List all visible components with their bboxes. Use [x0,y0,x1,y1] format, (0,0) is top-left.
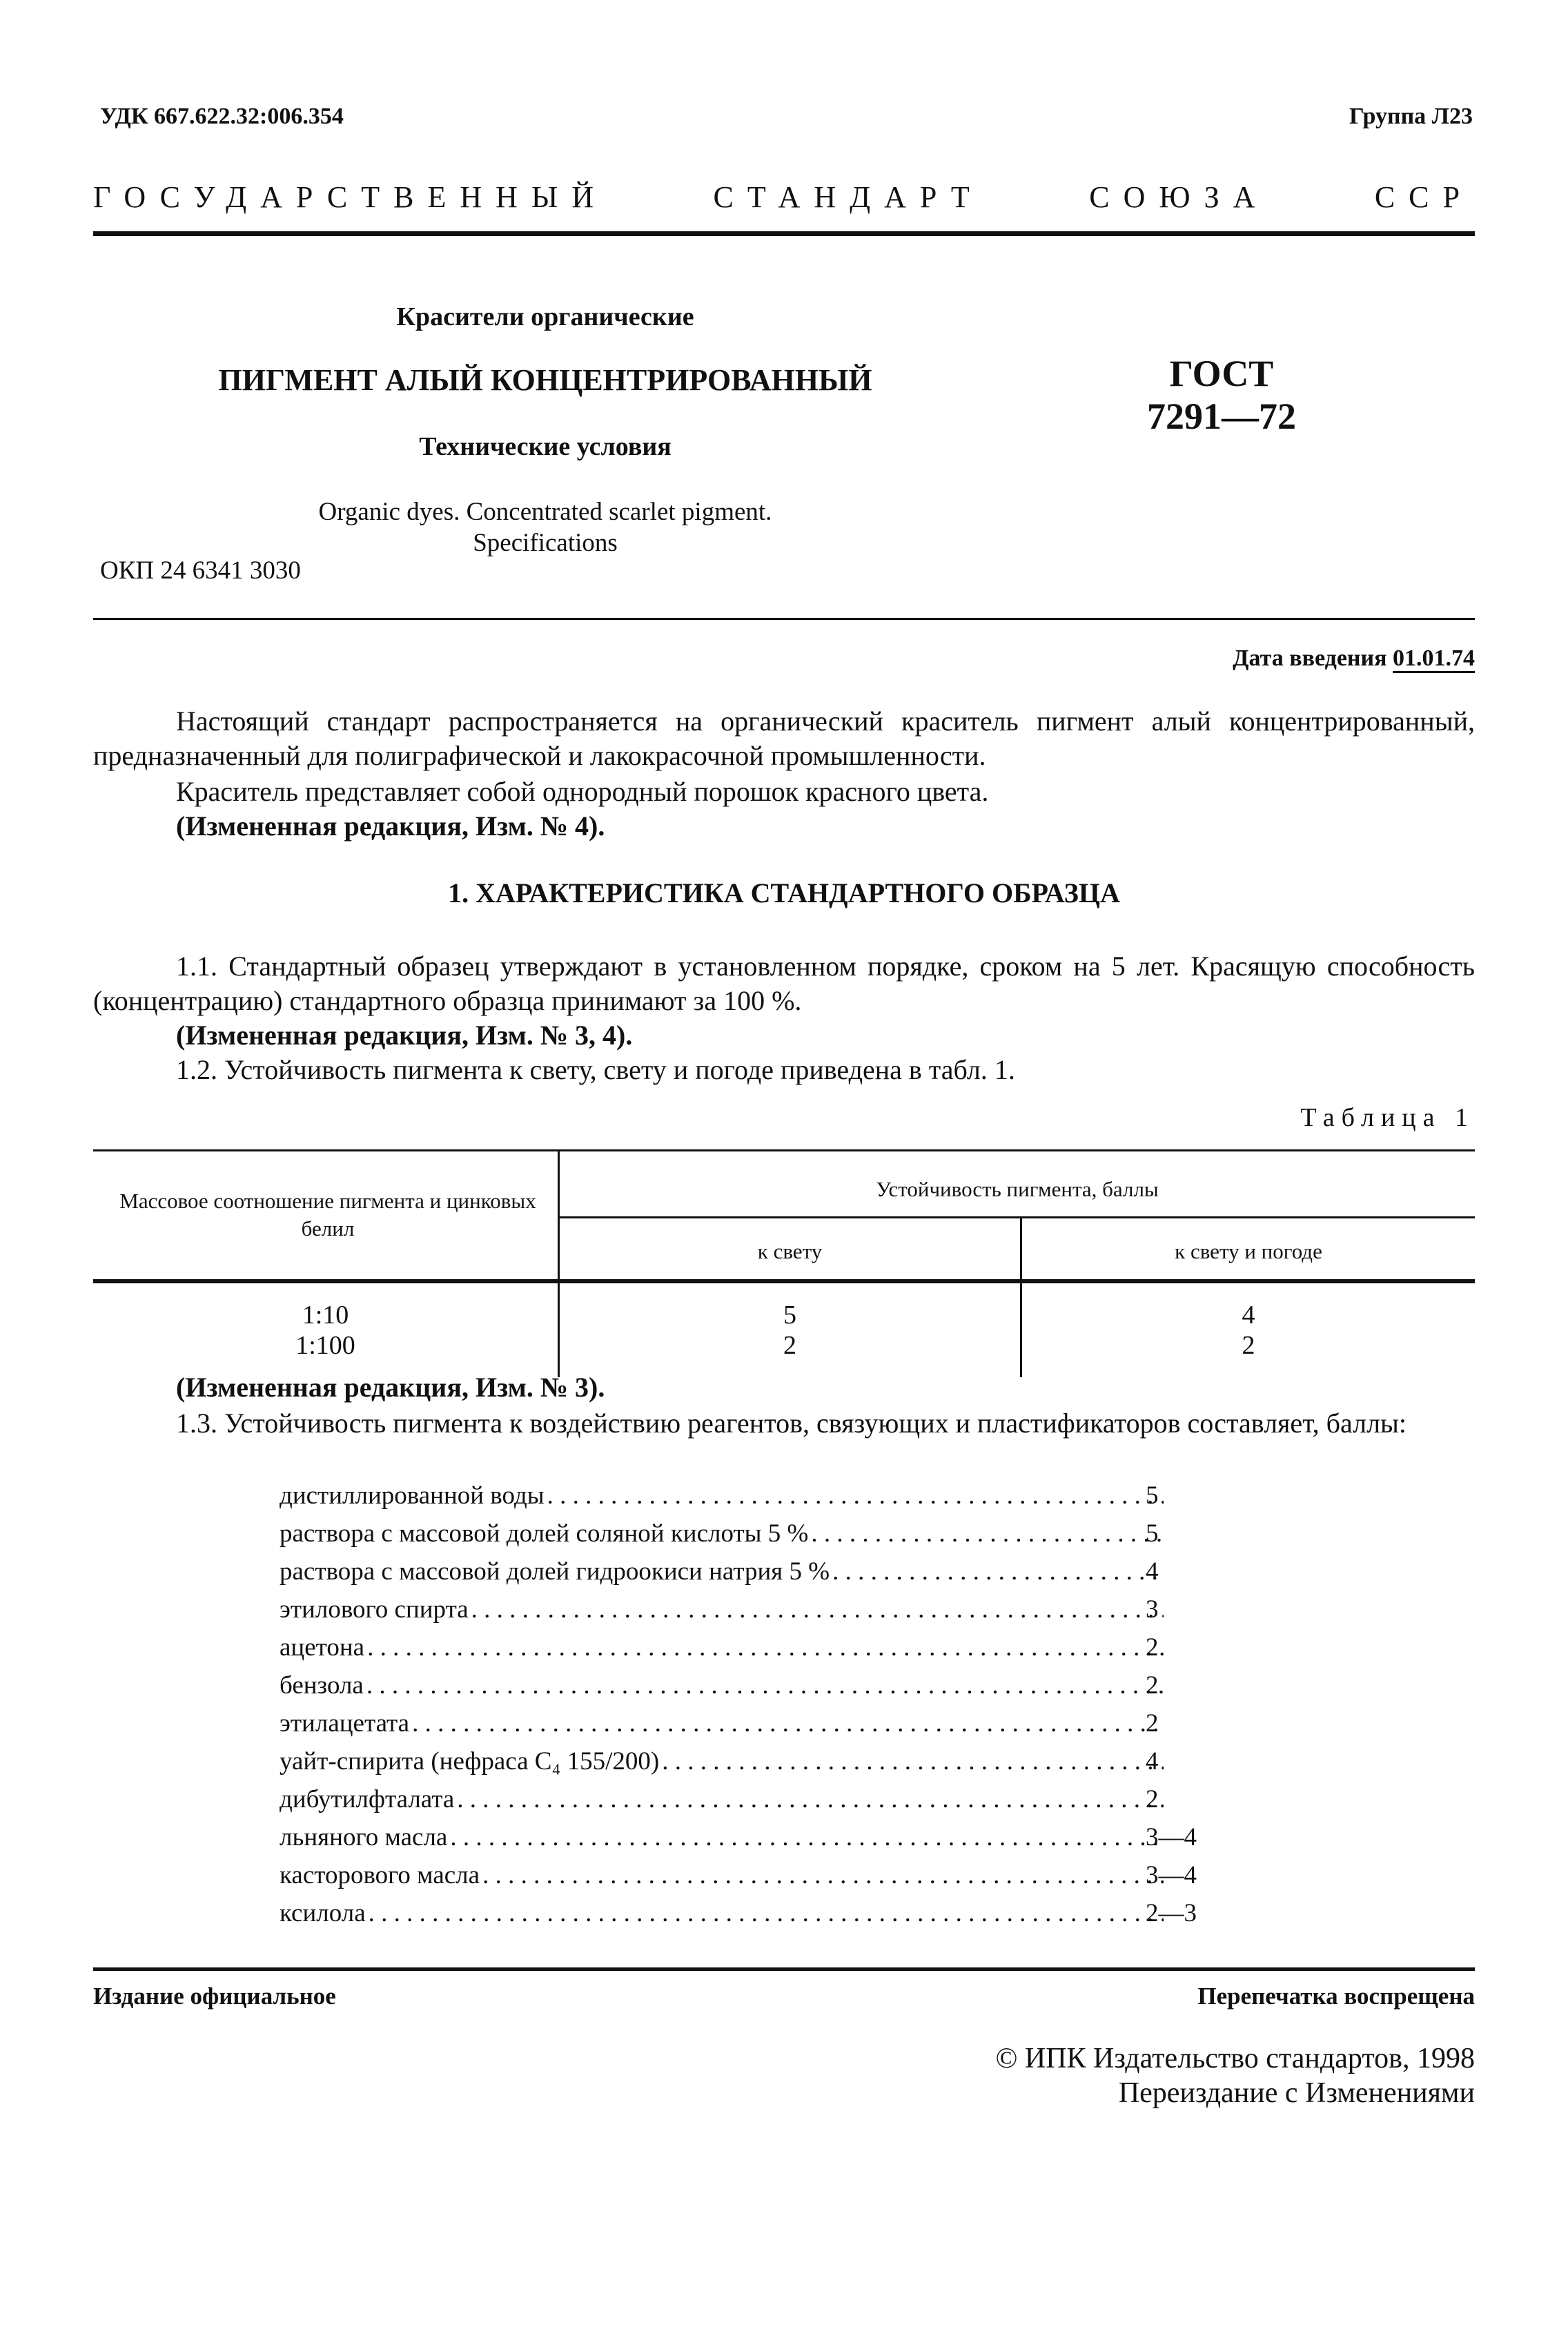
change-note: (Измененная редакция, Изм. № 3). [176,1372,605,1403]
list-item: этилацетата . . . 2 [280,1709,1166,1738]
table-header-light-weather: к свету и погоде [1175,1239,1322,1263]
date-label: Дата введения [1233,645,1387,671]
state-standard-heading [93,179,1473,215]
official-edition-note: Издание официальное [93,1983,336,2010]
paragraph-1-1: 1.1. Стандартный образец утверждают в установленном порядке, сроком на 5 лет. Красящую способность (концентрацию) стандартного образца принимают за 100 %. [93,951,1475,1016]
table-cell-light: 5 [783,1301,796,1330]
list-item: льняного масла . . . 3—4 [280,1822,1166,1852]
table-caption: Таблица 1 [1300,1103,1475,1132]
udk-code: УДК 667.622.32:006.354 [100,104,344,129]
date-value: 01.01.74 [1393,645,1475,673]
state-standard-word: ГОСУДАРСТВЕННЫЙ [93,180,608,214]
list-item: дибутилфталата . . . 2 [280,1784,1166,1814]
table-cell-light-weather: 2 [1242,1331,1255,1360]
list-item: раствора с массовой долей соляной кислоты 5 % . . . 5 [280,1519,1166,1548]
paragraph-1-3: 1.3. Устойчивость пигмента к воздействию реагентов, связующих и пластификаторов составляет, баллы: [176,1408,1407,1439]
list-item: раствора с массовой долей гидроокиси натрия 5 % . . . 4 [280,1557,1166,1586]
document-subtitle: Технические условия [419,432,672,461]
reissue-line: Переиздание с Изменениями [1118,2077,1475,2109]
copyright-line: © ИПК Издательство стандартов, 1998 [995,2043,1475,2074]
state-standard-word: ССР [1374,180,1473,214]
reprint-prohibited-note: Перепечатка воспрещена [1197,1983,1475,2010]
english-title-line1: Organic dyes. Concentrated scarlet pigment. [318,498,772,526]
table-cell-ratio: 1:100 [295,1331,355,1360]
list-item: дистиллированной воды . . . 5 [280,1481,1166,1510]
change-note: (Измененная редакция, Изм. № 3, 4). [176,1020,633,1051]
document-title: ПИГМЕНТ АЛЫЙ КОНЦЕНТРИРОВАННЫЙ [218,363,872,397]
list-item: бензола . . . 2 [280,1671,1166,1700]
gost-number: 7291—72 [1147,396,1296,437]
table-top-rule [93,1149,1475,1151]
introduction-date [1233,645,1475,672]
table-header-ratio: Массовое соотношение пигмента и цинковых белил [119,1189,536,1241]
title-block-rule [93,618,1475,620]
okp-code: ОКП 24 6341 3030 [100,556,301,585]
english-title-line2: Specifications [473,529,618,557]
intro-paragraph-2: Краситель представляет собой однородный порошок красного цвета. [176,776,989,807]
category-title: Красители органические [396,302,694,331]
state-standard-word: СОЮЗА [1089,180,1269,214]
list-item: этилового спирта . . . 3 [280,1595,1166,1624]
section-heading: 1. ХАРАКТЕРИСТИКА СТАНДАРТНОГО ОБРАЗЦА [448,877,1120,908]
group-code: Группа Л23 [1349,104,1473,129]
header-rule [93,231,1475,236]
gost-number-block [1087,352,1356,438]
table-header-group: Устойчивость пигмента, баллы [876,1177,1159,1201]
table-cell-light-weather: 4 [1242,1301,1255,1330]
gost-label: ГОСТ [1169,353,1274,394]
list-item: уайт-спирита (нефраса С₄ 155/200) . . . 4 [280,1747,1166,1776]
change-note: (Измененная редакция, Изм. № 4). [176,810,605,842]
list-item: ацетона . . . 2 [280,1633,1166,1662]
paragraph-1-2: 1.2. Устойчивость пигмента к свету, свету и погоде приведена в табл. 1. [176,1054,1015,1085]
intro-paragraph: Настоящий стандарт распространяется на органический краситель пигмент алый концентрированный, предназначенный для полиграфической и лакокрасочной промышленности. [93,706,1475,771]
list-item: ксилола . . . 2—3 [280,1898,1166,1928]
table-cell-light: 2 [783,1331,796,1360]
table-header-light: к свету [757,1239,823,1263]
copyright-block [995,2041,1475,2110]
list-item: касторового масла . . . 3—4 [280,1860,1166,1890]
state-standard-word: СТАНДАРТ [713,180,983,214]
table-subheader-rule [558,1216,1475,1218]
footer-rule [93,1967,1475,1971]
table-cell-ratio: 1:10 [302,1301,349,1330]
table-header-rule [93,1279,1475,1283]
